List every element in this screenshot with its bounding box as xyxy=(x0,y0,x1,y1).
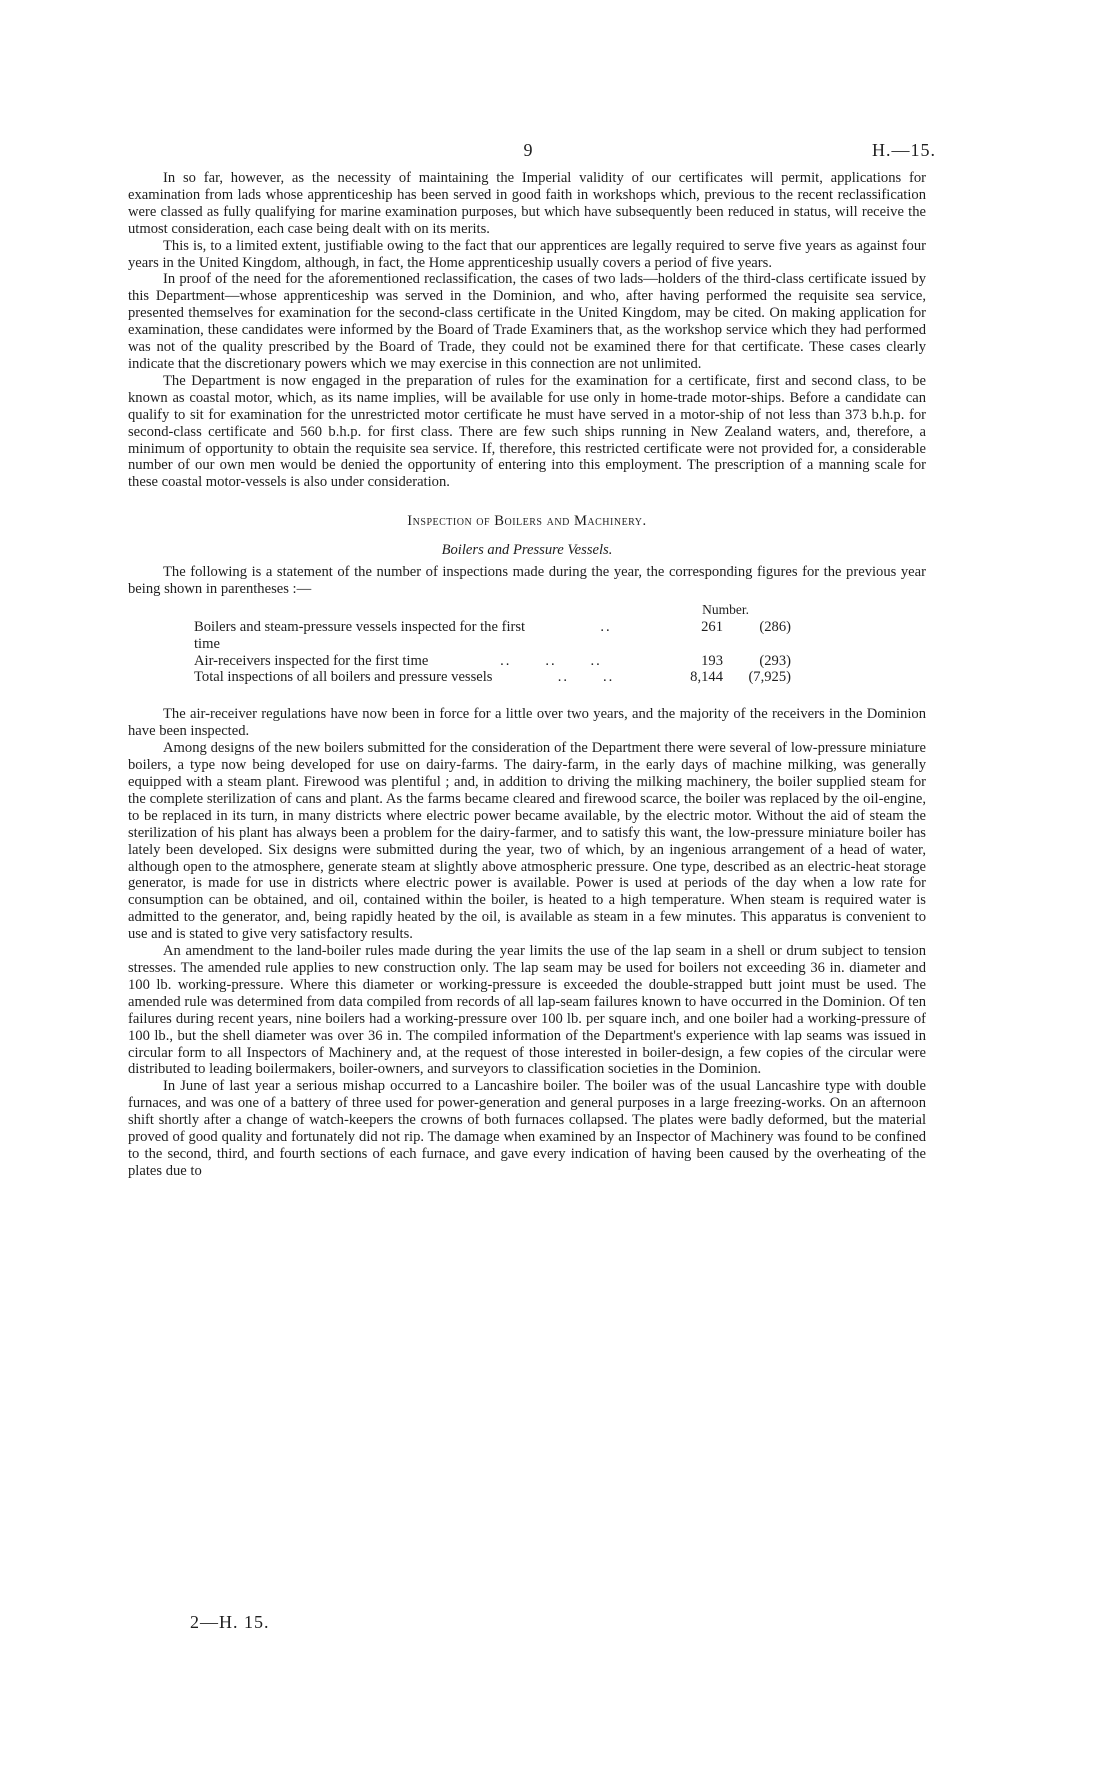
paragraph: In June of last year a serious mishap occurred to a Lancashire boiler. The boiler was of the usual Lancashire type with double furnaces, and was one of a battery of three used for power-generation and general purposes in a large freezing-works. On an afternoon shift shortly after a change of watch-keepers the crowns of both furnaces collapsed. The plates were badly deformed, but the material proved of good quality and fortunately did not rip. The damage when examined by an Inspector of Machinery was found to be confined to the second, third, and fourth sections of each furnace, and gave every indication of having been caused by the overheating of the plates due to xyxy=(128,1078,926,1179)
stats-label: Air-receivers inspected for the first time xyxy=(194,652,429,669)
section-subheading: Boilers and Pressure Vessels. xyxy=(441,542,613,559)
paragraph: The air-receiver regulations have now been in force for a little over two years, and the majority of the receivers in the Dominion have been inspected. xyxy=(128,706,926,740)
paragraph: Among designs of the new boilers submitted for the consideration of the Department there were several of low-pressure miniature boilers, a type now being developed for use on dairy-farms. The dairy-farm, in the early days of machine milking, was generally equipped with a steam plant. Firewood was plentiful ; and, in addition to driving the milking machinery, the boiler supplied steam for the complete sterilization of cans and plant. As the farms became cleared and firewood scarce, the boiler was replaced by the oil-engine, to be replaced in its turn, in many districts where electric power became available, by the electric motor. Without the aid of steam the sterilization of his plant has always been a problem for the dairy-farmer, and to satisfy this want, the low-pressure miniature boiler has lately been developed. Six designs were submitted during the year, two of which, by an ingenious arrangement of a head of water, although open to the atmosphere, generate steam at slightly above atmospheric pressure. One type, described as an electric-heat storage generator, is made for use in districts where electric power is available. Power is used at periods of the day when a low rate for consumption can be obtained, and oil, contained within the boiler, is heated to a high temperature. When steam is required water is admitted to the generator, and, being rapidly heated by the oil, is available as steam in a few minutes. This apparatus is convenient to use and is stated to give very satisfactory results. xyxy=(128,740,926,943)
stats-row xyxy=(194,619,791,653)
statement-paragraph: The following is a statement of the number of inspections made during the year, the corresponding figures for the previous year being shown in parentheses :— xyxy=(128,564,926,597)
inspection-stats xyxy=(194,602,791,687)
page-header xyxy=(128,140,936,164)
stats-label: Boilers and steam-pressure vessels inspected for the first time xyxy=(194,618,526,652)
leader-dots: .. xyxy=(600,618,612,635)
stats-value: 8,144 xyxy=(690,669,723,686)
paragraph: An amendment to the land-boiler rules made during the year limits the use of the lap seam in a shell or drum subject to tension stresses. The amended rule applies to new construction only. The lap seam may be used for boilers not exceeding 36 in. diameter and 100 lb. working-pressure. Where this diameter or working-pressure is exceeded the double-strapped butt joint must be used. The amended rule was determined from data compiled from records of all lap-seam failures known to have occurred in the Dominion. Of ten failures during recent years, nine boilers had a working-pressure over 100 lb. per square inch, and one boiler had a working-pressure of 100 lb., but the shell diameter was over 36 in. The compiled information of the Department's experience with lap seams was issued in circular form to all Inspectors of Machinery and, at the request of those interested in boiler-design, a few copies of the circular were distributed to leading boilermakers, boiler-owners, and surveyors to classification societies in the Dominion. xyxy=(128,943,926,1078)
stats-label: Total inspections of all boilers and pressure vessels xyxy=(194,669,493,686)
stats-column-header: Number. xyxy=(702,601,749,617)
stats-value: 261 xyxy=(701,618,723,635)
stats-value: 193 xyxy=(701,652,723,669)
stats-row xyxy=(194,669,791,686)
document-body xyxy=(128,170,926,1180)
stats-previous: (7,925) xyxy=(748,669,791,686)
paragraph: In proof of the need for the aforementioned reclassification, the cases of two lads—holders of the third-class certificate issued by this Department—whose apprenticeship was served in the Dominion, and who, after having performed the requisite sea service, presented themselves for examination for the second-class certificate in the United Kingdom, may be cited. On making application for examination, these candidates were informed by the Board of Trade Examiners that, as the workshop service which they had performed was not of the quality prescribed by the Board of Trade, they could not be examined there for that certificate. These cases clearly indicate that the discretionary powers which we may exercise in this connection are not unlimited. xyxy=(128,271,926,372)
report-reference: H.—15. xyxy=(872,140,936,160)
stats-previous: (286) xyxy=(759,618,791,635)
leader-dots: .. .. .. xyxy=(500,652,602,669)
paragraph: In so far, however, as the necessity of maintaining the Imperial validity of our certificates will permit, applications for examination from lads whose apprenticeship has been served in good faith in workshops which, previous to the recent reclassification were classed as fully qualifying for marine examination purposes, but which have subsequently been reduced in status, will receive the utmost consideration, each case being dealt with on its merits. xyxy=(128,170,926,237)
leader-dots: .. .. xyxy=(557,669,615,686)
page-number: 9 xyxy=(523,140,533,160)
stats-row xyxy=(194,653,791,670)
section-heading: Inspection of Boilers and Machinery. xyxy=(407,513,647,530)
paragraph: This is, to a limited extent, justifiable owing to the fact that our apprentices are legally required to serve five years as against four years in the United Kingdom, although, in fact, the Home apprenticeship usually covers a period of five years. xyxy=(128,237,926,271)
signature-mark: 2—H. 15. xyxy=(190,1612,270,1632)
stats-previous: (293) xyxy=(759,652,791,669)
paragraph: The Department is now engaged in the preparation of rules for the examination for a certificate, first and second class, to be known as coastal motor, which, as its name implies, will be available for use only in home-trade motor-ships. Before a candidate can qualify to sit for examination for the unrestricted motor certificate he must have served in a motor-ship of not less than 373 b.h.p. for second-class certificate and 560 b.h.p. for first class. There are few such ships running in New Zealand waters, and, therefore, a minimum of opportunity to obtain the requisite sea service. If, therefore, this restricted certificate were not provided for, a considerable number of our own men would be denied the opportunity of entering into this employment. The prescription of a manning scale for these coastal motor-vessels is also under consideration. xyxy=(128,372,926,491)
